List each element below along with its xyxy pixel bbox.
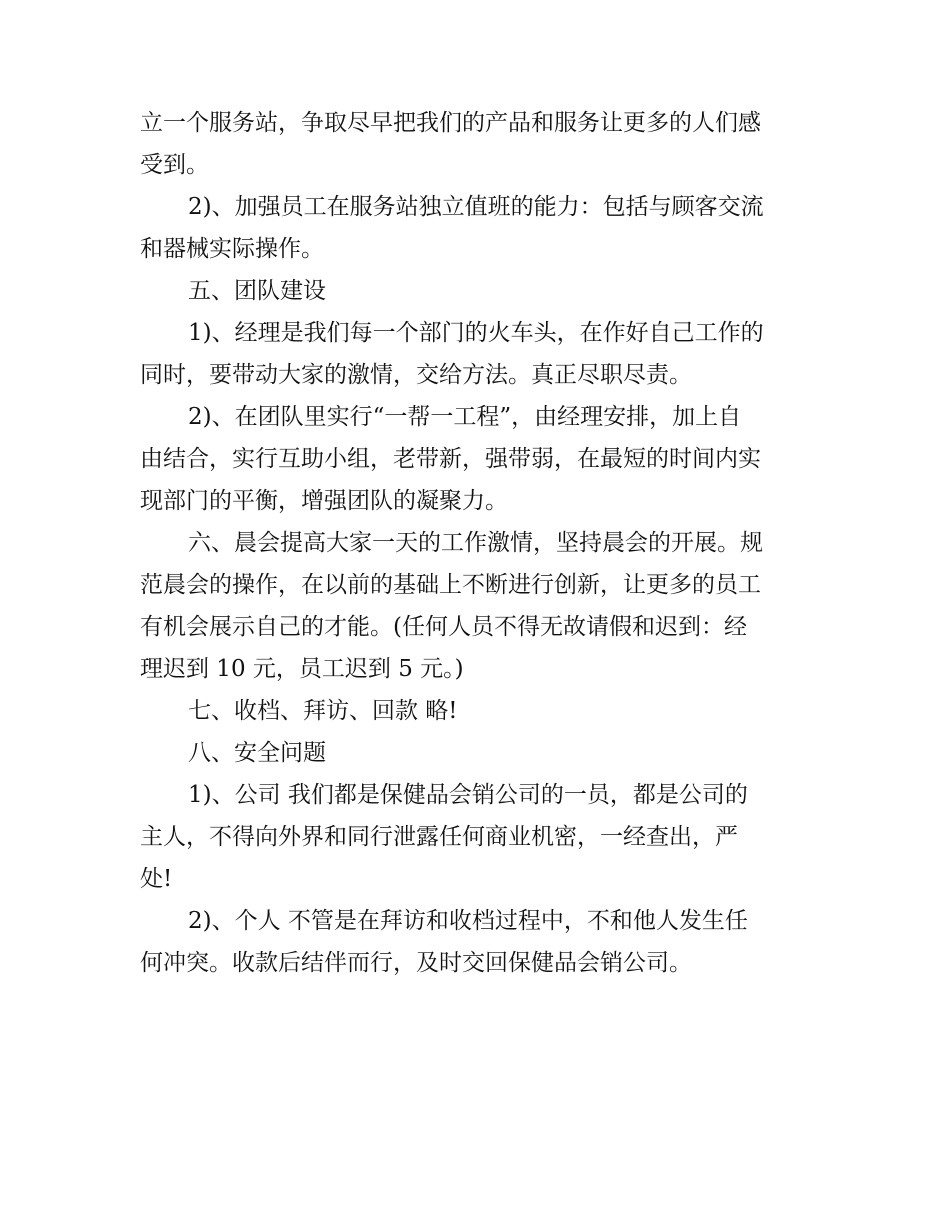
document-body [140, 102, 812, 984]
text-line: 范晨会的操作，在以前的基础上不断进行创新，让更多的员工 [140, 572, 761, 598]
section-heading: 五、团队建设 [188, 278, 326, 304]
text-line: 现部门的平衡，增强团队的凝聚力。 [140, 488, 508, 514]
text-line: 何冲突。收款后结伴而行，及时交回保健品会销公司。 [140, 950, 692, 976]
text-line: 受到。 [140, 152, 209, 178]
text-line: 和器械实际操作。 [140, 236, 324, 262]
text-line: 主人，不得向外界和同行泄露任何商业机密，一经查出，严 [140, 824, 738, 850]
text-line: 2)、个人 不管是在拜访和收档过程中，不和他人发生任 [188, 908, 748, 934]
text-line: 2)、在团队里实行“一帮一工程”，由经理安排，加上自 [188, 404, 742, 430]
text-line: 同时，要带动大家的激情，交给方法。真正尽职尽责。 [140, 362, 692, 388]
text-line: 由结合，实行互助小组，老带新，强带弱，在最短的时间内实 [140, 446, 761, 472]
text-line: 立一个服务站，争取尽早把我们的产品和服务让更多的人们感 [140, 110, 761, 136]
section-heading: 七、收档、拜访、回款 略! [188, 698, 458, 724]
text-line: 1)、公司 我们都是保健品会销公司的一员，都是公司的 [188, 782, 748, 808]
section-heading: 八、安全问题 [188, 740, 326, 766]
section-heading: 六、晨会提高大家一天的工作激情，坚持晨会的开展。规 [188, 530, 763, 556]
text-line: 2)、加强员工在服务站独立值班的能力：包括与顾客交流 [188, 194, 764, 220]
text-line: 处! [140, 866, 173, 892]
text-line: 有机会展示自己的才能。(任何人员不得无故请假和迟到：经 [140, 614, 747, 640]
text-line: 理迟到 10 元，员工迟到 5 元。) [140, 656, 464, 682]
text-line: 1)、经理是我们每一个部门的火车头，在作好自己工作的 [188, 320, 764, 346]
